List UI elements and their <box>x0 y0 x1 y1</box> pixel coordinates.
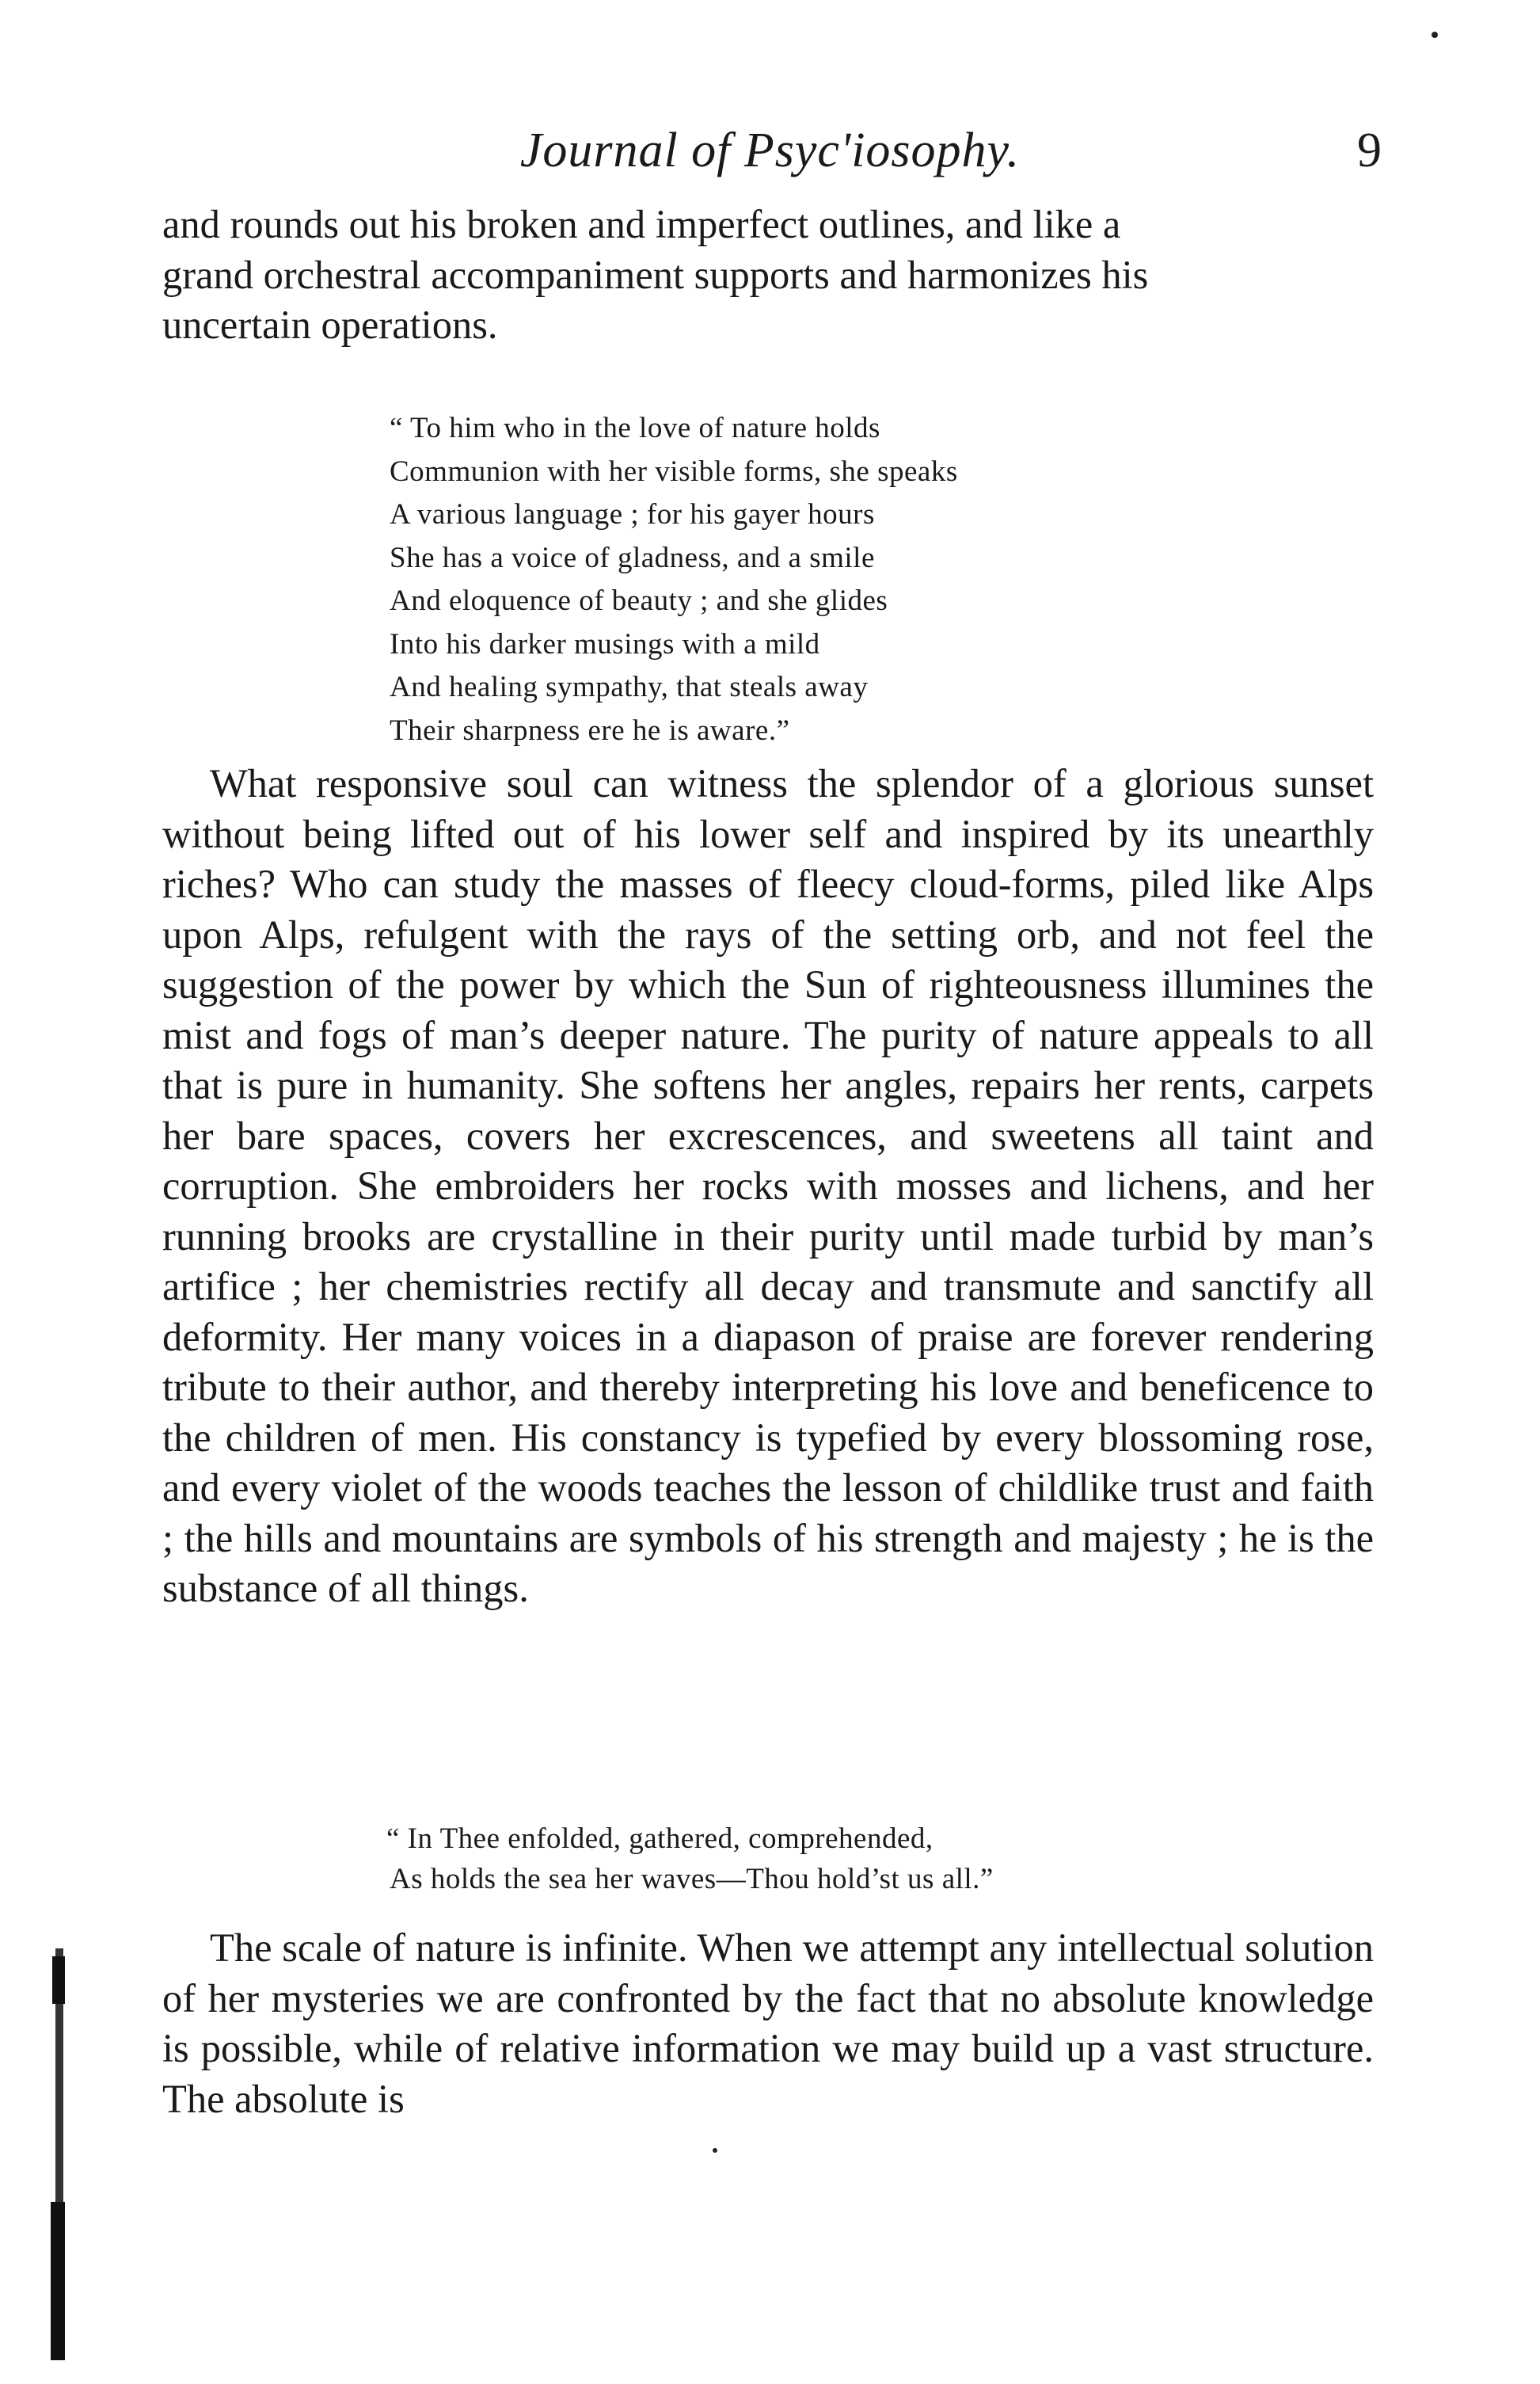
page-number: 9 <box>1357 124 1382 177</box>
verse-line: “ In Thee enfolded, gathered, comprehended, <box>386 1822 934 1855</box>
verse-line: She has a voice of gladness, and a smile <box>390 541 875 574</box>
scan-speck <box>1432 32 1438 38</box>
page-header <box>0 119 1540 182</box>
paragraph-1-line: grand orchestral accompaniment supports and harmonizes his <box>162 252 1149 297</box>
verse-line: Communion with her visible forms, she speaks <box>390 455 958 488</box>
verse-line: Their sharpness ere he is aware.” <box>390 714 790 747</box>
paragraph-1 <box>162 200 1374 351</box>
paragraph-1-line: uncertain operations. <box>162 303 498 347</box>
verse-line: “ To him who in the love of nature holds <box>390 412 880 444</box>
paragraph-3-text: The scale of nature is infinite. When we attempt any intellectual solution of her mysteries we are confronted by the fact that no absolute knowledge is possible, while of relative information we may build up a vast structure. The absolute is <box>162 1925 1374 2121</box>
verse-line: Into his darker musings with a mild <box>390 627 820 661</box>
running-title: Journal of Psyc'iosophy. <box>519 124 1021 177</box>
verse-line: And eloquence of beauty ; and she glides <box>390 585 888 617</box>
paragraph-3 <box>162 1923 1374 2124</box>
paragraph-2 <box>162 759 1374 1614</box>
paragraph-2-text: What responsive soul can witness the splendor of a glorious sunset without being lifted out of his lower self and inspired by its unearthly riches? Who can study the masses of fleecy cloud-forms, piled like Alps upon Alps, refulgent with the rays of the setting orb, and not feel the suggestion of the power by which the Sun of righteousness illumines the mist and fogs of man’s deeper nature. The purity of nature appeals to all that is pure in humanity. She softens her angles, repairs her rents, carpets her bare spaces, covers her excrescences, and sweetens all taint and corruption. She embroiders her rocks with mosses and lichens, and her running brooks are crystalline in their purity until made turbid by man’s artifice ; her chemistries rectify all decay and transmute and sanctify all deformity. Her many voices in a diapason of praise are forever rendering tribute to their author, and thereby interpreting his love and beneficence to the children of men. His constancy is typefied by every blossoming rose, and every violet of the woods teaches the lesson of childlike trust and faith ; the hills and mountains are symbols of his strength and majesty ; he is the substance of all things. <box>162 761 1374 1610</box>
verse-line: As holds the sea her waves—Thou hold’st us all.” <box>390 1863 994 1895</box>
paragraph-1-line: and rounds out his broken and imperfect outlines, and like a <box>162 202 1121 246</box>
binding-edge-mark <box>52 1956 65 2004</box>
verse-quotation-1 <box>390 407 958 752</box>
verse-quotation-2 <box>386 1818 994 1899</box>
scan-speck <box>713 2148 717 2153</box>
verse-line: And healing sympathy, that steals away <box>390 671 869 703</box>
binding-edge-mark <box>51 2202 65 2360</box>
verse-line: A various language ; for his gayer hours <box>390 498 875 531</box>
